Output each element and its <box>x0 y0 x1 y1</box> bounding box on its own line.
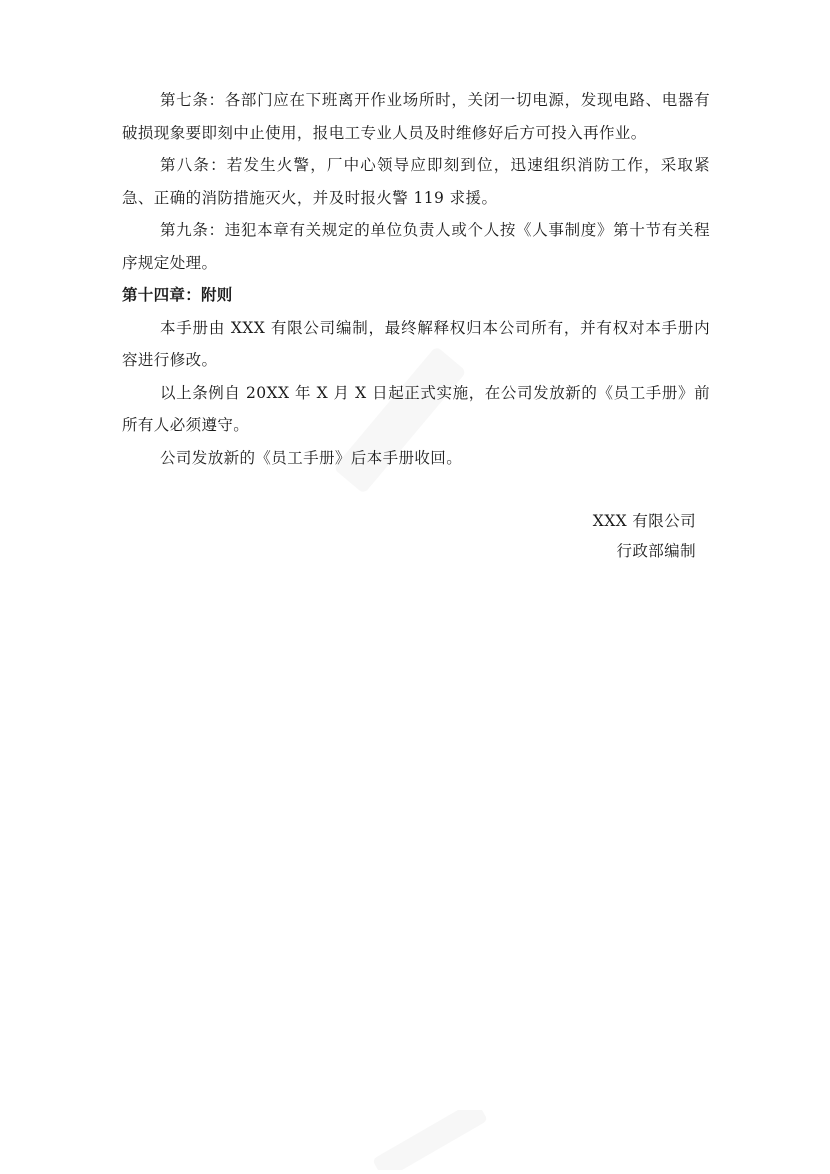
chapter-heading: 第十四章：附则 <box>122 286 233 304</box>
chapter-paragraph-1: 本手册由 XXX 有限公司编制，最终解释权归本公司所有，并有权对本手册内容进行修改。 <box>122 318 710 369</box>
signature-block <box>122 506 710 566</box>
article-7: 第七条：各部门应在下班离开作业场所时，关闭一切电源，发现电路、电器有破损现象要即刻中止使用，报电工专业人员及时维修好后方可投入再作业。 <box>122 91 710 142</box>
signature-company: XXX 有限公司 <box>592 512 696 530</box>
signature-department: 行政部编制 <box>616 542 696 560</box>
watermark-logo-bottom <box>360 1110 500 1170</box>
article-8: 第八条：若发生火警，厂中心领导应即刻到位，迅速组织消防工作，采取紧急、正确的消防措施灭火，并及时报火警 119 求援。 <box>122 156 710 207</box>
article-9: 第九条：违犯本章有关规定的单位负责人或个人按《人事制度》第十节有关程序规定处理。 <box>122 221 710 272</box>
chapter-paragraph-2: 以上条例自 20XX 年 X 月 X 日起正式实施，在公司发放新的《员工手册》前所有人必须遵守。 <box>122 383 710 434</box>
document-body <box>122 84 710 566</box>
chapter-paragraph-3: 公司发放新的《员工手册》后本手册收回。 <box>160 448 463 467</box>
